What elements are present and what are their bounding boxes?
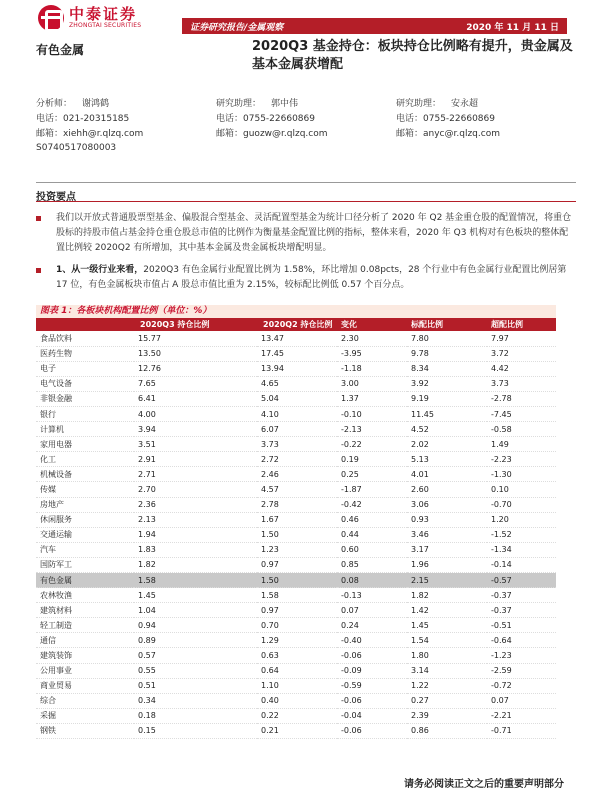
table-cell: -2.59 <box>487 663 556 678</box>
email-link-1[interactable]: guozw@r.qlzq.com <box>243 129 328 139</box>
table-cell: 2.78 <box>257 497 337 512</box>
table-cell: 0.25 <box>337 467 407 482</box>
table-cell: 0.63 <box>257 648 337 663</box>
table-cell: 1.45 <box>407 618 487 633</box>
table-cell: 3.92 <box>407 376 487 391</box>
table-cell: 12.76 <box>134 361 257 376</box>
table-cell: 8.34 <box>407 361 487 376</box>
table-cell: 0.97 <box>257 603 337 618</box>
square-bullet-icon <box>36 216 41 221</box>
table-row <box>36 588 556 603</box>
table-cell: 0.10 <box>487 482 556 497</box>
table-cell: 4.52 <box>407 422 487 437</box>
table-cell: -0.10 <box>337 406 407 421</box>
table-cell: -0.51 <box>487 618 556 633</box>
contact-phone-2: 电话：0755-22660869 <box>396 114 495 124</box>
table-cell: 4.65 <box>257 376 337 391</box>
table-cell: 1.67 <box>257 512 337 527</box>
table-row <box>36 391 556 406</box>
table-cell: 0.21 <box>257 723 337 738</box>
row-label: 化工 <box>36 452 134 467</box>
table-cell: 1.20 <box>487 512 556 527</box>
table-cell: -0.40 <box>337 633 407 648</box>
table-cell: 13.50 <box>134 346 257 361</box>
table-cell: 2.71 <box>134 467 257 482</box>
table-row <box>36 376 556 391</box>
table-cell: 3.73 <box>487 376 556 391</box>
table-cell: 3.73 <box>257 437 337 452</box>
table-row <box>36 422 556 437</box>
table-cell: 0.85 <box>337 557 407 572</box>
table-cell: 4.00 <box>134 406 257 421</box>
table-cell: 0.22 <box>257 708 337 723</box>
row-label: 家用电器 <box>36 437 134 452</box>
table-row <box>36 693 556 708</box>
table-cell: -0.14 <box>487 557 556 572</box>
table-row <box>36 346 556 361</box>
table-cell: -2.23 <box>487 452 556 467</box>
header-cell-0 <box>36 318 134 331</box>
table-cell: -3.95 <box>337 346 407 361</box>
square-bullet-icon <box>36 268 41 273</box>
table-cell: -0.06 <box>337 693 407 708</box>
table-cell: 0.94 <box>134 618 257 633</box>
table-row <box>36 603 556 618</box>
row-label: 传媒 <box>36 482 134 497</box>
table-cell: 4.42 <box>487 361 556 376</box>
table-cell: 0.70 <box>257 618 337 633</box>
contact-email-1: 邮箱：guozw@r.qlzq.com <box>216 129 328 139</box>
table-cell: -0.70 <box>487 497 556 512</box>
table-row <box>36 527 556 542</box>
allocation-table-figure <box>36 305 556 739</box>
row-label: 医药生物 <box>36 346 134 361</box>
table-cell: 2.60 <box>407 482 487 497</box>
table-cell: 3.00 <box>337 376 407 391</box>
table-row <box>36 708 556 723</box>
table-cell: -0.37 <box>487 603 556 618</box>
row-label: 交通运输 <box>36 527 134 542</box>
row-label: 钢铁 <box>36 723 134 738</box>
table-cell: 15.77 <box>134 331 257 346</box>
table-cell: 3.17 <box>407 542 487 557</box>
table-header-row <box>36 318 556 331</box>
table-row <box>36 452 556 467</box>
table-cell: -0.59 <box>337 678 407 693</box>
table-row <box>36 633 556 648</box>
header-cell-3: 变化 <box>337 318 407 331</box>
row-label: 综合 <box>36 693 134 708</box>
table-cell: 0.40 <box>257 693 337 708</box>
row-label: 通信 <box>36 633 134 648</box>
table-cell: 1.23 <box>257 542 337 557</box>
table-cell: 13.94 <box>257 361 337 376</box>
table-cell: 2.30 <box>337 331 407 346</box>
table-cell: 0.51 <box>134 678 257 693</box>
table-cell: 5.04 <box>257 391 337 406</box>
table-cell: 4.10 <box>257 406 337 421</box>
table-cell: 1.50 <box>257 573 337 588</box>
table-row <box>36 557 556 572</box>
header-cell-2: 2020Q2 持仓比例 <box>257 318 337 331</box>
table-cell: 1.80 <box>407 648 487 663</box>
table-cell: -2.21 <box>487 708 556 723</box>
table-row <box>36 497 556 512</box>
table-cell: 0.27 <box>407 693 487 708</box>
row-label: 食品饮料 <box>36 331 134 346</box>
table-cell: -0.22 <box>337 437 407 452</box>
header-cell-1: 2020Q3 持仓比例 <box>134 318 257 331</box>
table-cell: 0.97 <box>257 557 337 572</box>
table-cell: -0.09 <box>337 663 407 678</box>
table-cell: -7.45 <box>487 406 556 421</box>
table-cell: 1.54 <box>407 633 487 648</box>
paragraph-lead: 1、从一级行业来看， <box>56 265 144 275</box>
table-row <box>36 663 556 678</box>
table-cell: 3.06 <box>407 497 487 512</box>
table-cell: 1.37 <box>337 391 407 406</box>
report-banner <box>182 18 567 34</box>
section-heading: 投资要点 <box>36 182 576 202</box>
table-cell: -0.42 <box>337 497 407 512</box>
table-cell: 6.07 <box>257 422 337 437</box>
logo-en-text: ZHONGTAI SECURITIES <box>69 22 142 29</box>
row-label: 电子 <box>36 361 134 376</box>
table-cell: -1.87 <box>337 482 407 497</box>
table-row <box>36 437 556 452</box>
table-cell: 0.55 <box>134 663 257 678</box>
row-label: 采掘 <box>36 708 134 723</box>
table-cell: 0.18 <box>134 708 257 723</box>
table-cell: -1.34 <box>487 542 556 557</box>
row-label: 计算机 <box>36 422 134 437</box>
table-cell: 0.19 <box>337 452 407 467</box>
table-cell: 9.78 <box>407 346 487 361</box>
contact-role-0: 分析师： 谢鸿鹤 <box>36 99 110 109</box>
table-cell: -0.72 <box>487 678 556 693</box>
table-cell: 0.07 <box>487 693 556 708</box>
table-cell: 2.15 <box>407 573 487 588</box>
table-row <box>36 723 556 738</box>
table-title: 图表 1：各板块机构配置比例（单位：%） <box>36 305 556 318</box>
table-cell: 1.82 <box>134 557 257 572</box>
table-cell: 1.22 <box>407 678 487 693</box>
table-cell: 2.91 <box>134 452 257 467</box>
table-cell: 0.60 <box>337 542 407 557</box>
table-cell: 11.45 <box>407 406 487 421</box>
table-cell: 7.80 <box>407 331 487 346</box>
row-label: 休闲服务 <box>36 512 134 527</box>
table-cell: 0.93 <box>407 512 487 527</box>
table-cell: -2.78 <box>487 391 556 406</box>
table-cell: 1.50 <box>257 527 337 542</box>
contact-name-2: 安永超 <box>451 99 479 109</box>
table-cell: 3.72 <box>487 346 556 361</box>
table-cell: -2.13 <box>337 422 407 437</box>
table-cell: 2.46 <box>257 467 337 482</box>
table-cell: -0.37 <box>487 588 556 603</box>
contact-role-1: 研究助理： 郭中伟 <box>216 99 299 109</box>
table-cell: 0.57 <box>134 648 257 663</box>
summary-paragraph-1: 我们以开放式普通股票型基金、偏股混合型基金、灵活配置型基金为统计口径分析了 2020 年 Q2 基金重仓股的配置情况，将重仓股标的持股市值占基金持仓重仓股总市值的比例作为衡量基金配置比例的指标，整体来看，2020 年 Q3 机构对有色板块的整体配置比例较 2020Q2 有所增加，其中基本金属及贵金属板块增配明显。 <box>36 211 576 256</box>
table-row <box>36 331 556 346</box>
table-cell: 1.58 <box>134 573 257 588</box>
table-cell: 9.19 <box>407 391 487 406</box>
header-cell-4: 标配比例 <box>407 318 487 331</box>
table-cell: 2.70 <box>134 482 257 497</box>
table-row <box>36 512 556 527</box>
table-cell: -1.52 <box>487 527 556 542</box>
header-cell-5: 超配比例 <box>487 318 556 331</box>
table-row <box>36 406 556 421</box>
table-cell: 0.46 <box>337 512 407 527</box>
report-title: 2020Q3 基金持仓：板块持仓比例略有提升，贵金属及基本金属获增配 <box>252 39 573 72</box>
paragraph-body: 2020Q3 有色金属行业配置比例为 1.58%，环比增加 0.08pcts，28 个行业中有色金属行业配置比例居第 17 位，有色金属板块市值占 A 股总市值比重为 2.15%，较标配比例低 0.57 个百分点。 <box>56 265 567 290</box>
table-row <box>36 361 556 376</box>
table-cell: -1.18 <box>337 361 407 376</box>
table-row <box>36 542 556 557</box>
table-cell: 1.49 <box>487 437 556 452</box>
page-header <box>0 0 600 40</box>
table-cell: 7.65 <box>134 376 257 391</box>
table-cell: 2.02 <box>407 437 487 452</box>
contact-name-1: 郭中伟 <box>271 99 299 109</box>
table-cell: 7.97 <box>487 331 556 346</box>
table-cell: -0.64 <box>487 633 556 648</box>
table-cell: 1.94 <box>134 527 257 542</box>
table-cell: 17.45 <box>257 346 337 361</box>
email-link-0[interactable]: xiehh@r.qlzq.com <box>63 129 144 139</box>
table-row <box>36 618 556 633</box>
row-label: 国防军工 <box>36 557 134 572</box>
table-cell: 2.39 <box>407 708 487 723</box>
table-row <box>36 648 556 663</box>
row-label: 建筑材料 <box>36 603 134 618</box>
brand-logo <box>38 5 141 31</box>
table-cell: 13.47 <box>257 331 337 346</box>
table-cell: 4.01 <box>407 467 487 482</box>
table-cell: 1.82 <box>407 588 487 603</box>
table-cell: 0.24 <box>337 618 407 633</box>
table-cell: 3.46 <box>407 527 487 542</box>
table-cell: 0.89 <box>134 633 257 648</box>
table-cell: 2.13 <box>134 512 257 527</box>
row-label: 公用事业 <box>36 663 134 678</box>
logo-cn-text: 中泰证券 <box>69 5 138 23</box>
contact-phone-0: 电话：021-20315185 <box>36 114 130 124</box>
allocation-table <box>36 318 556 739</box>
report-type: 证券研究报告/金属观察 <box>190 22 284 33</box>
sector-label: 有色金属 <box>36 43 85 57</box>
table-cell: 0.64 <box>257 663 337 678</box>
table-cell: 1.58 <box>257 588 337 603</box>
disclaimer-footer: 请务必阅读正文之后的重要声明部分 <box>404 779 564 790</box>
table-cell: 0.15 <box>134 723 257 738</box>
row-label: 非银金融 <box>36 391 134 406</box>
analyst-id: S0740517080003 <box>36 142 117 153</box>
table-cell: -0.06 <box>337 723 407 738</box>
table-cell: 1.42 <box>407 603 487 618</box>
table-cell: 6.41 <box>134 391 257 406</box>
row-label: 机械设备 <box>36 467 134 482</box>
contacts-block <box>36 95 576 155</box>
row-label: 银行 <box>36 406 134 421</box>
report-date: 2020 年 11 月 11 日 <box>466 22 559 33</box>
table-cell: -0.57 <box>487 573 556 588</box>
table-cell: -0.06 <box>337 648 407 663</box>
zhongtai-logo-icon <box>38 5 64 31</box>
contact-email-0: 邮箱：xiehh@r.qlzq.com <box>36 129 144 139</box>
table-cell: -1.23 <box>487 648 556 663</box>
table-cell: 3.51 <box>134 437 257 452</box>
table-cell: -0.13 <box>337 588 407 603</box>
table-cell: -0.71 <box>487 723 556 738</box>
row-label: 轻工制造 <box>36 618 134 633</box>
email-link-2[interactable]: anyc@r.qlzq.com <box>423 129 500 139</box>
table-cell: 3.94 <box>134 422 257 437</box>
row-label: 农林牧渔 <box>36 588 134 603</box>
row-label: 建筑装饰 <box>36 648 134 663</box>
table-row <box>36 573 556 588</box>
table-cell: 4.57 <box>257 482 337 497</box>
row-label: 有色金属 <box>36 573 134 588</box>
table-row <box>36 482 556 497</box>
row-label: 电气设备 <box>36 376 134 391</box>
table-cell: 5.13 <box>407 452 487 467</box>
row-label: 房地产 <box>36 497 134 512</box>
contact-email-2: 邮箱：anyc@r.qlzq.com <box>396 129 500 139</box>
table-cell: -0.58 <box>487 422 556 437</box>
row-label: 汽车 <box>36 542 134 557</box>
table-cell: -0.04 <box>337 708 407 723</box>
table-cell: 0.44 <box>337 527 407 542</box>
table-cell: 1.83 <box>134 542 257 557</box>
contact-phone-1: 电话：0755-22660869 <box>216 114 315 124</box>
table-cell: 2.36 <box>134 497 257 512</box>
table-row <box>36 678 556 693</box>
summary-paragraph-2 <box>36 263 576 293</box>
table-cell: 1.45 <box>134 588 257 603</box>
table-cell: 1.10 <box>257 678 337 693</box>
table-cell: 2.72 <box>257 452 337 467</box>
table-cell: -1.30 <box>487 467 556 482</box>
contact-role-2: 研究助理： 安永超 <box>396 99 479 109</box>
table-cell: 1.04 <box>134 603 257 618</box>
table-cell: 0.07 <box>337 603 407 618</box>
contact-name-0: 谢鸿鹤 <box>82 99 110 109</box>
table-cell: 3.14 <box>407 663 487 678</box>
table-row <box>36 467 556 482</box>
table-cell: 0.86 <box>407 723 487 738</box>
table-cell: 1.29 <box>257 633 337 648</box>
table-cell: 0.34 <box>134 693 257 708</box>
row-label: 商业贸易 <box>36 678 134 693</box>
table-cell: 0.08 <box>337 573 407 588</box>
table-cell: 1.96 <box>407 557 487 572</box>
